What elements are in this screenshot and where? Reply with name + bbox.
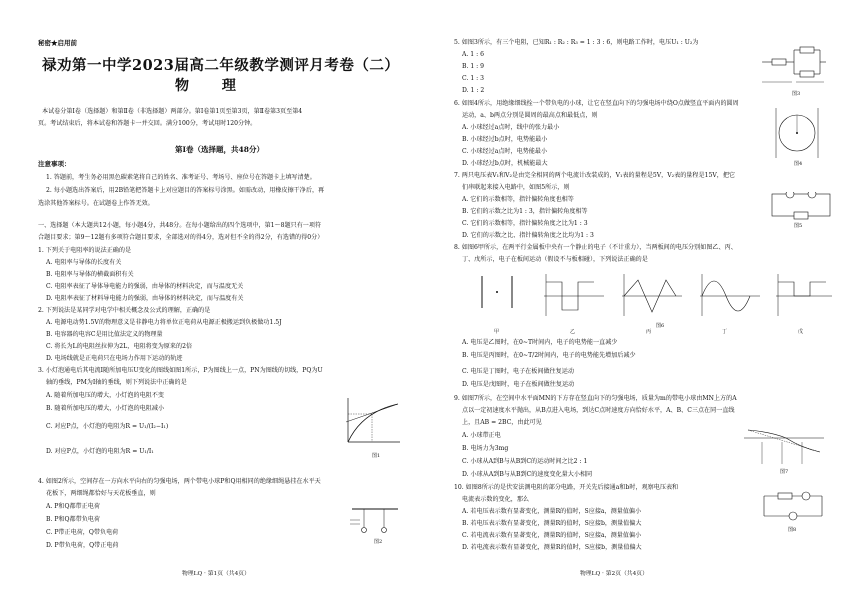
q5-option-a: A. 1 : 6 bbox=[462, 51, 484, 58]
figure-1-caption: 图1 bbox=[372, 453, 381, 459]
q2-option-b: B. 电容器的电容C是用比值法定义的物理量 bbox=[46, 331, 163, 338]
exam-title: 禄劝第一中学2023届高二年级教学测评月考卷（二） bbox=[42, 57, 400, 74]
q9-option-d: D. 小球从A到B与从B到C的速度变化量大小相同 bbox=[462, 471, 593, 478]
q9-stem: 9. 如图7所示，在空间中水平面MN的下方存在竖直向下的匀强电场，质量为m的带电小球由MN上方的A bbox=[454, 395, 737, 402]
q5-option-b: B. 1 : 9 bbox=[462, 63, 485, 70]
note-line: 选涂其他答案标号。在试题卷上作答无效。 bbox=[38, 200, 154, 207]
q9-option-a: A. 小球带正电 bbox=[462, 432, 501, 439]
figure-7-caption: 图7 bbox=[780, 469, 789, 475]
q4-option-c: C. P带正电荷，Q带负电荷 bbox=[46, 529, 119, 536]
q8-option-d: D. 电压是戊图时，电子在板间做往复运动 bbox=[462, 381, 575, 388]
q4-option-b: B. P和Q都带负电荷 bbox=[46, 516, 101, 523]
q8-stem: 丁、戊所示，电子在板间运动（假设不与板相碰），下列说法正确的是 bbox=[462, 256, 648, 263]
q7-option-b: B. 它们的示数之比为1 : 3，指针偏转角度相等 bbox=[462, 208, 588, 215]
q9-option-c: C. 小球从A到B与从B到C的运动时间之比2 : 1 bbox=[462, 458, 588, 465]
q9-stem: 点以一定初速度水平抛出，从B点进入电场，到达C点时速度方向恰好水平，A、B、C三点在同一直线 bbox=[462, 407, 735, 414]
q6-stem: 运动，a、b两点分别是圆周的最高点和最低点，则 bbox=[462, 112, 598, 119]
page-footer-left: 物理LQ · 第1页（共4页） bbox=[182, 571, 250, 577]
q6-stem: 6. 如图4所示，用绝缘细线拴一个带负电的小球，让它在竖直向下的匀强电场中绕O点做竖直平面内的圆周 bbox=[454, 100, 739, 107]
figure-1-iu-graph bbox=[342, 396, 402, 448]
q10-option-b: B. 若电压表示数有显著变化，测量R的值时，S应接b，测量值偏大 bbox=[462, 520, 642, 527]
q7-stem: 7. 两只电压表V₁和V₂是由完全相同的两个电流计改装成的，V₁表的量程是5V，V₂表的量程是15V，把它 bbox=[454, 172, 736, 179]
q8-option-a: A. 电压是乙图时，在0~T时间内，电子的电势能一直减少 bbox=[462, 339, 618, 346]
figure-8-voltammetry-circuit bbox=[760, 482, 826, 524]
page-footer-right: 物理LQ · 第2页（共4页） bbox=[580, 571, 648, 577]
q3-option-c: C. 对应P点，小灯泡的电阻为R = U₁/(I₂−I₁) bbox=[46, 423, 169, 430]
figure-3-resistor-circuit bbox=[758, 38, 828, 88]
q4-option-d: D. P带负电荷，Q带正电荷 bbox=[46, 542, 119, 549]
figure-6-label-jia: 甲 bbox=[494, 329, 500, 335]
intro-line: 本试卷分第Ⅰ卷（选择题）和第Ⅱ卷（非选择题）两部分。第Ⅰ卷第1页至第3页，第Ⅱ卷第3页至第4 bbox=[42, 108, 303, 115]
figure-5-caption: 图5 bbox=[794, 223, 803, 229]
figure-6-label-wu: 戊 bbox=[798, 329, 804, 335]
figure-2-caption: 图2 bbox=[374, 539, 383, 545]
q6-option-c: C. 小球经过a点时，电势能最小 bbox=[462, 148, 548, 155]
figure-6-caption: 图6 bbox=[656, 323, 665, 329]
q3-stem: 3. 小灯泡通电后其电流I随所加电压U变化的图线如图1所示，P为图线上一点，PN为图线的切线，PQ为U bbox=[38, 367, 323, 374]
q2-option-d: D. 电场线就是正电荷只在电场力作用下运动的轨迹 bbox=[46, 355, 183, 362]
figure-6-label-bing: 丙 bbox=[646, 329, 652, 335]
q3-stem: 轴的垂线，PM为I轴的垂线，则下列说法中正确的是 bbox=[46, 379, 187, 386]
q1-option-a: A. 电阻率与导体的长度有关 bbox=[46, 259, 122, 266]
note-line: 1. 答题前，考生务必用黑色碳素笔将自己的姓名、准考证号、考场号、座位号在答题卡上填写清楚。 bbox=[46, 174, 316, 181]
section1-line: 合题目要求；第9～12题有多项符合题目要求，全部选对的得4分，选对但不全的得2分，有选错的得0分） bbox=[38, 234, 324, 241]
q10-stem: 10. 如图8所示的是伏安法测电阻的部分电路，开关先后接通a和b时，观察电压表和 bbox=[454, 484, 679, 491]
q1-option-d: D. 电阻率表征了材料导电能力的强弱，由导体的材料决定，而与温度有关 bbox=[46, 295, 244, 302]
q7-option-d: D. 它们的示数之比、指针偏转角度之比均为1 : 3 bbox=[462, 232, 594, 239]
figure-4-circular-motion bbox=[770, 106, 824, 160]
q7-stem: 们串联起来接入电路中，如图5所示，则 bbox=[462, 184, 570, 191]
figure-7-projectile-field bbox=[742, 428, 826, 468]
q1-option-b: B. 电阻率与导体的横截面积有关 bbox=[46, 271, 134, 278]
q10-stem: 电流表示数的变化，那么 bbox=[462, 496, 530, 503]
page-right bbox=[430, 0, 860, 589]
note-line: 2. 每小题选出答案后，用2B铅笔把答题卡上对应题目的答案标号涂黑。如需改动，用橡皮擦干净后，再 bbox=[46, 187, 325, 194]
q1-stem: 1. 下列关于电阻率的说法正确的是 bbox=[38, 247, 132, 254]
q8-stem: 8. 如图6甲所示，在两平行金属板中央有一个静止的电子（不计重力），当两板间的电压分别如图乙、丙、 bbox=[454, 244, 737, 251]
part1-title: 第Ⅰ卷（选择题，共48分） bbox=[175, 145, 264, 154]
q7-option-c: C. 它们的示数相等，指针偏转角度之比为1 : 3 bbox=[462, 220, 588, 227]
q6-option-b: B. 小球经过b点时，电势能最小 bbox=[462, 136, 548, 143]
q3-option-d: D. 对应P点，小灯泡的电阻为R = U₁/I₁ bbox=[46, 448, 154, 455]
q10-option-d: D. 若电流表示数有显著变化，测量R的值时，S应接b，测量值偏大 bbox=[462, 544, 642, 551]
q3-option-b: B. 随着所加电压的增大，小灯泡的电阻减小 bbox=[46, 405, 165, 412]
q4-stem: 花板下，两细绳都恰好与天花板垂直，则 bbox=[46, 490, 156, 497]
q6-option-d: D. 小球经过b点时，机械能最大 bbox=[462, 160, 548, 167]
section1-line: 一、选择题（本大题共12小题，每小题4分，共48分。在每小题给出的四个选项中，第1～8题只有一项符 bbox=[38, 222, 322, 229]
q4-option-a: A. P和Q都带正电荷 bbox=[46, 503, 100, 510]
q7-option-a: A. 它们的示数相等，指针偏转角度也相等 bbox=[462, 196, 574, 203]
intro-line: 页。考试结束后，将本试卷和答题卡一并交回。满分100分，考试用时120分钟。 bbox=[38, 120, 257, 127]
q10-option-a: A. 若电压表示数有显著变化，测量R的值时，S应接a，测量值偏小 bbox=[462, 508, 642, 515]
q8-option-c: C. 电压是丁图时，电子在板间做往复运动 bbox=[462, 368, 574, 375]
q9-stem: 上，且AB = 2BC，由此可见 bbox=[462, 419, 542, 426]
q3-option-a: A. 随着所加电压的增大，小灯泡的电阻不变 bbox=[46, 392, 164, 399]
q2-option-c: C. 将长为L的电阻丝拉伸为2L，电阻将变为原来的2倍 bbox=[46, 343, 193, 350]
q10-option-c: C. 若电流表示数有显著变化，测量R的值时，S应接a，测量值偏小 bbox=[462, 532, 642, 539]
q5-option-c: C. 1 : 3 bbox=[462, 75, 485, 82]
figure-5-voltmeters-series bbox=[770, 192, 832, 222]
q5-stem: 5. 如图3所示，有三个电阻，已知R₁ : R₂ : R₃ = 1 : 3 : 6，则电路工作时，电压U₁ : U₂为 bbox=[454, 39, 699, 46]
q6-option-a: A. 小球经过a点时，线中的张力最小 bbox=[462, 124, 560, 131]
q5-option-d: D. 1 : 2 bbox=[462, 87, 485, 94]
figure-6-voltage-graphs bbox=[454, 268, 834, 328]
q8-option-b: B. 电压是丙图时，在0~T/2时间内，电子的电势能先增加后减少 bbox=[462, 352, 636, 359]
q2-stem: 2. 下列说法是某同学对电学中相关概念及公式的理解，正确的是 bbox=[38, 307, 211, 314]
q9-option-b: B. 电场力为3mg bbox=[462, 445, 509, 452]
figure-2-charged-balls bbox=[348, 506, 402, 538]
secret-mark: 秘密★启用前 bbox=[38, 39, 77, 47]
q1-option-c: C. 电阻率表征了导体导电能力的强弱，由导体的材料决定，而与温度无关 bbox=[46, 283, 244, 290]
figure-4-caption: 图4 bbox=[794, 161, 803, 167]
notes-title: 注意事项： bbox=[38, 160, 71, 168]
q2-option-a: A. 电源电动势1.5V的物理意义是非静电力将单位正电荷从电源正极搬运到负极做功1.5J bbox=[46, 319, 282, 326]
subject-title: 物 理 bbox=[175, 78, 250, 94]
q4-stem: 4. 如图2所示，空间存在一方向水平向右的匀强电场，两个带电小球P和Q用相同的绝缘细绳悬挂在水平天 bbox=[38, 478, 321, 485]
figure-6-label-yi: 乙 bbox=[570, 329, 576, 335]
figure-3-caption: 图3 bbox=[792, 91, 801, 97]
figure-8-caption: 图8 bbox=[788, 527, 797, 533]
figure-6-label-ding: 丁 bbox=[722, 329, 728, 335]
